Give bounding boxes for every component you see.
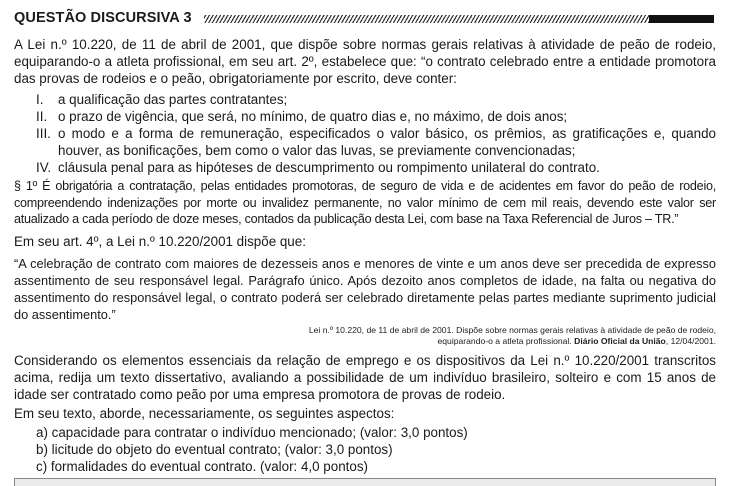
instruction-line: Em seu texto, aborde, necessariamente, os seguintes aspectos: (14, 405, 395, 421)
clause-text: a qualificação das partes contratantes; (58, 92, 288, 107)
citation-source: Diário Oficial da União (574, 335, 666, 346)
aspect-item: b) licitude do objeto do eventual contrato; (valor: 3,0 pontos) (36, 441, 393, 457)
citation-suffix: , 12/04/2001. (665, 335, 716, 346)
paragraph-one: § 1º É obrigatória a contratação, pelas entidades promotoras, de seguro de vida e de acidentes em favor do peão de rodeio, compreendendo indenizações por morte ou invalidez permanente, no valor mínimo de cem mil reais, devendo este valor ser atualizado a cada período de doze meses, contados da publicação desta Lei, com base na Taxa Referencial de Juros – TR.” (14, 179, 716, 227)
citation-line-1: Lei n.º 10.220, de 11 de abril de 2001. Dispõe sobre normas gerais relativas à atividade de peão de rodeio, (308, 324, 716, 335)
citation-prefix: equiparando-o a atleta profissional. (437, 335, 575, 346)
clause-number: III. (36, 126, 51, 141)
clause-item (14, 125, 716, 159)
clause-number: II. (36, 109, 48, 124)
question-title: QUESTÃO DISCURSIVA 3 (14, 10, 192, 26)
clause-number: I. (36, 92, 44, 107)
art4-intro: Em seu art. 4º, a Lei n.º 10.220/2001 dispõe que: (14, 233, 306, 249)
clause-list (14, 91, 716, 176)
clause-item (14, 91, 716, 108)
art4-quote: “A celebração de contrato com maiores de dezesseis anos e menores de vinte e um anos deve ser precedida de expresso assentimento de seu responsável legal. Parágrafo único. Após dezoito anos completos de idade, na falta ou negativa do assentimento do responsável legal, o contrato poderá ser celebrado diretamente pelas partes mediante suprimento judicial do assentimento.” (14, 255, 716, 322)
clause-number: IV. (36, 160, 52, 175)
clause-text: o prazo de vigência, que será, no mínimo, de quatro dias e, no máximo, de dois anos; (58, 109, 568, 124)
clause-text: cláusula penal para as hipóteses de descumprimento ou rompimento unilateral do contrato. (58, 160, 600, 175)
header-solid-bar (649, 15, 714, 23)
citation-line-2 (14, 336, 716, 347)
aspect-item: c) formalidades do eventual contrato. (valor: 4,0 pontos) (36, 458, 368, 474)
header-hatch-bar (204, 15, 649, 23)
question-body (14, 36, 716, 475)
clause-item (14, 108, 716, 125)
aspect-item: a) capacidade para contratar o indivíduo mencionado; (valor: 3,0 pontos) (36, 424, 468, 440)
clause-item (14, 159, 716, 176)
clause-text: o modo e a forma de remuneração, especificados o valor básico, os prêmios, as gratificações e, quando houver, as bonificações, bem como o valor das luvas, se previamente convencionadas; (58, 126, 716, 158)
aspect-list (14, 424, 716, 475)
citation (14, 325, 716, 347)
question-header (14, 10, 714, 28)
prompt-paragraph: Considerando os elementos essenciais da relação de emprego e os dispositivos da Lei n.º 10.220/2001 transcritos acima, redija um texto dissertativo, avaliando a possibilidade de um indivíduo brasileiro, solteiro e com 15 anos de idade ser contratado como peão por uma empresa promotora de provas de rodeio. (14, 352, 716, 402)
intro-paragraph: A Lei n.º 10.220, de 11 de abril de 2001, que dispõe sobre normas gerais relativas à atividade de peão de rodeio, equiparando-o a atleta profissional, em seu art. 2º, estabelece que: “o contrato celebrado entre a entidade promotora das provas de rodeios e o peão, obrigatoriamente por escrito, deve conter: (14, 37, 716, 86)
